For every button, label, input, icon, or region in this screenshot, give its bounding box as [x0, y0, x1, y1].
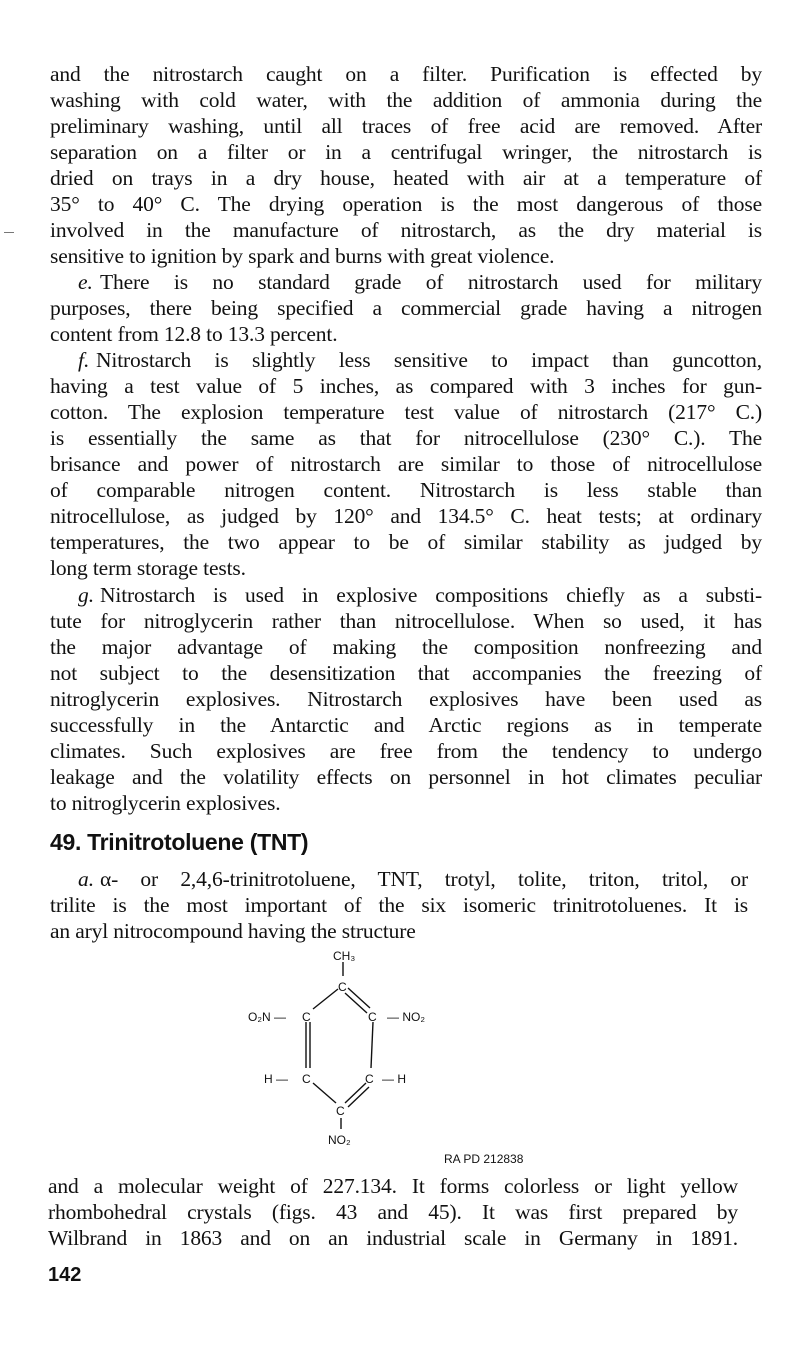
body-text-line: tute for nitroglycerin rather than nitrocellulose. When so used, it has — [50, 609, 762, 633]
body-text-line: having a test value of 5 inches, as compared with 3 inches for gun- — [50, 374, 762, 398]
body-text-line: involved in the manufacture of nitrostarch, as the dry material is — [50, 218, 762, 242]
carbon-atom: C — [302, 1010, 311, 1024]
body-text-line: sensitive to ignition by spark and burns with great violence. — [50, 244, 555, 268]
body-text-line: climates. Such explosives are free from the tendency to undergo — [50, 739, 762, 763]
body-text-line: washing with cold water, with the addition of ammonia during the — [50, 88, 762, 112]
body-text-line: separation on a filter or in a centrifugal wringer, the nitrostarch is — [50, 140, 762, 164]
group-no2-right: — NO₂ — [387, 1010, 425, 1024]
body-text-line: dried on trays in a dry house, heated with air at a temperature of — [50, 166, 762, 190]
body-text-line: α- or 2,4,6-trinitrotoluene, TNT, trotyl, tolite, triton, tritol, or — [100, 867, 748, 891]
hydrogen-right: — H — [382, 1072, 406, 1086]
body-text-line: content from 12.8 to 13.3 percent. — [50, 322, 338, 346]
paragraph-marker-g: g. — [78, 583, 95, 607]
group-no2-bottom: NO₂ — [328, 1133, 351, 1147]
tnt-structural-formula — [230, 940, 560, 1170]
bond-single — [371, 1022, 373, 1068]
body-text-line: 35° to 40° C. The drying operation is the most dangerous of those — [50, 192, 762, 216]
section-heading: 49. Trinitrotoluene (TNT) — [50, 829, 309, 855]
body-text-line: brisance and power of nitrostarch are similar to those of nitrocellulose — [50, 452, 762, 476]
body-text-line: trilite is the most important of the six isomeric trinitrotoluenes. It is — [50, 893, 748, 917]
paragraph-marker-f: f. — [78, 348, 90, 372]
hydrogen-left: H — — [264, 1072, 288, 1086]
carbon-atom: C — [368, 1010, 377, 1024]
body-text-line: preliminary washing, until all traces of free acid are removed. After — [50, 114, 762, 138]
body-text-line: and the nitrostarch caught on a filter. Purification is effected by — [50, 62, 762, 86]
body-text-line: of comparable nitrogen content. Nitrostarch is less stable than — [50, 478, 762, 502]
body-text-line: the major advantage of making the composition nonfreezing and — [50, 635, 762, 659]
body-text-line: nitrocellulose, as judged by 120° and 134.5° C. heat tests; at ordinary — [50, 504, 762, 528]
body-text-line: an aryl nitrocompound having the structure — [50, 919, 416, 943]
body-text-line: long term storage tests. — [50, 556, 246, 580]
carbon-atom: C — [336, 1104, 345, 1118]
body-text-line: is essentially the same as that for nitrocellulose (230° C.). The — [50, 426, 762, 450]
body-text-line: Wilbrand in 1863 and on an industrial scale in Germany in 1891. — [48, 1226, 738, 1250]
paragraph-marker-e: e. — [78, 270, 93, 294]
tnt-structure-figure — [230, 940, 560, 1170]
body-text-line: nitroglycerin explosives. Nitrostarch explosives have been used as — [50, 687, 762, 711]
carbon-atom: C — [302, 1072, 311, 1086]
body-text-line: rhombohedral crystals (figs. 43 and 45). It was first prepared by — [48, 1200, 738, 1224]
bond-single — [313, 1083, 336, 1103]
body-text-line: Nitrostarch is used in explosive compositions chiefly as a substi- — [100, 583, 762, 607]
bond-single — [313, 989, 338, 1009]
page-number: 142 — [48, 1264, 82, 1286]
body-text-line: to nitroglycerin explosives. — [50, 791, 281, 815]
body-text-line: successfully in the Antarctic and Arctic regions as in temperate — [50, 713, 762, 737]
body-text-line: purposes, there being specified a commercial grade having a nitrogen — [50, 296, 762, 320]
carbon-atom: C — [338, 980, 347, 994]
body-text-line: leakage and the volatility effects on personnel in hot climates peculiar — [50, 765, 762, 789]
body-text-line: temperatures, the two appear to be of similar stability as judged by — [50, 530, 762, 554]
paragraph-marker-a: a. — [78, 867, 95, 891]
carbon-atom: C — [365, 1072, 374, 1086]
body-text-line: There is no standard grade of nitrostarch used for military — [100, 270, 762, 294]
margin-mark — [4, 232, 14, 233]
body-text-line: Nitrostarch is slightly less sensitive to impact than guncotton, — [96, 348, 762, 372]
group-ch3: CH₃ — [333, 949, 356, 963]
body-text-line: cotton. The explosion temperature test value of nitrostarch (217° C.) — [50, 400, 762, 424]
figure-id: RA PD 212838 — [444, 1152, 524, 1166]
group-o2n-left: O₂N — — [248, 1010, 286, 1024]
body-text-line: not subject to the desensitization that accompanies the freezing of — [50, 661, 762, 685]
body-text-line: and a molecular weight of 227.134. It forms colorless or light yellow — [48, 1174, 738, 1198]
